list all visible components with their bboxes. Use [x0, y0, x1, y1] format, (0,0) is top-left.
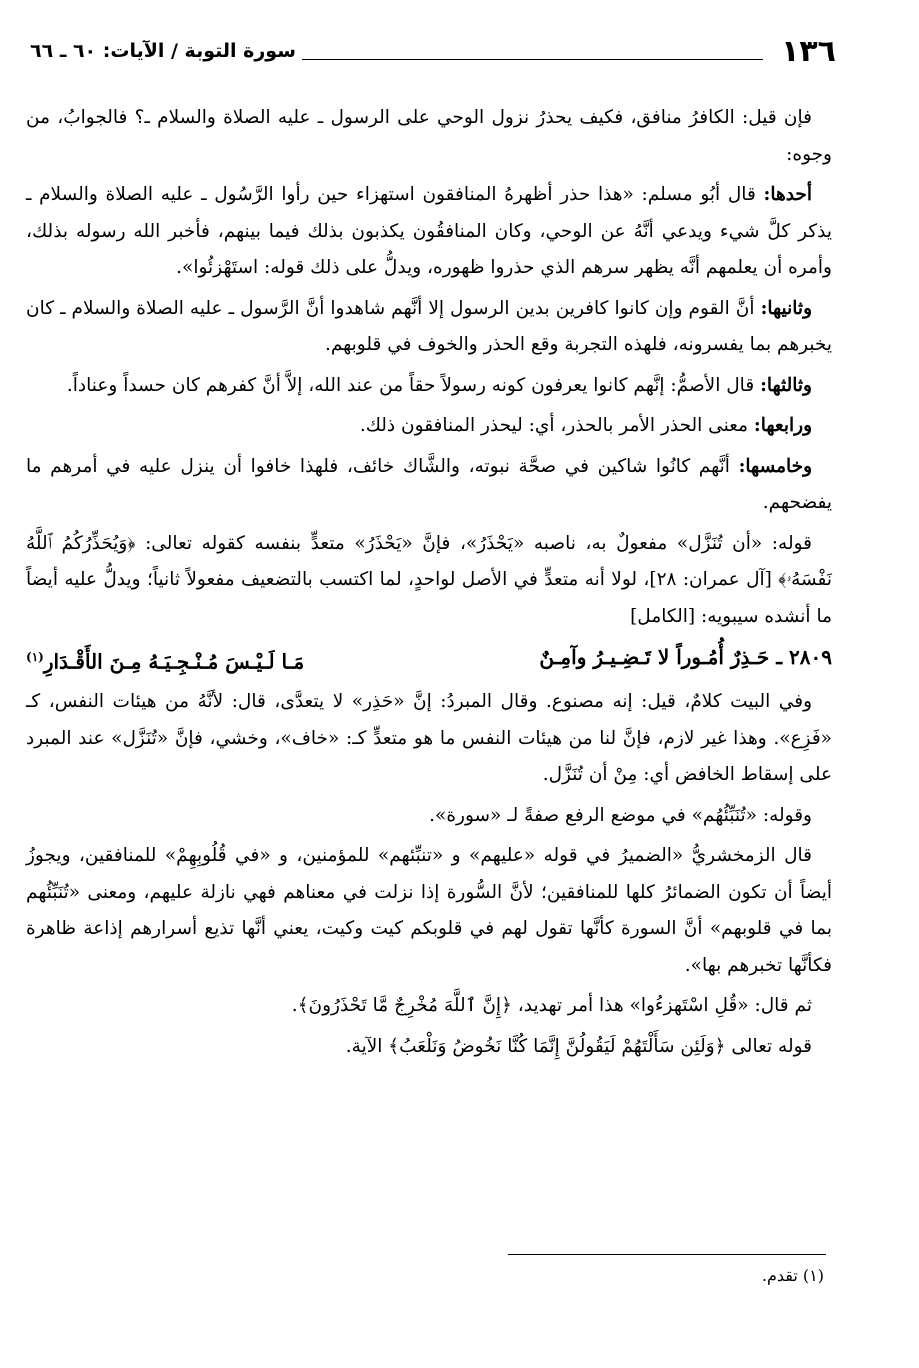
paragraph: وثالثها: قال الأصمُّ: إنَّهم كانوا يعرفون كونه رسولاً حقاً من عند الله، إلاَّ أنَّ كفرهم كان حسداً وعناداً. [66, 374, 812, 396]
paragraph: ورابعها: معنى الحذر الأمر بالحذر، أي: ليحذر المنافقون ذلك. [359, 415, 812, 436]
footnote-divider [508, 1254, 826, 1255]
paragraph: قوله: «أن تُنَزَّل» مفعولٌ به، ناصبه «يَحْذَرُ»، فإنَّ «يَحْذَرُ» متعدٍّ بنفسه كقوله تعالى: ﴿وَيُحَذِّرُكُمُ ٱللَّهُ نَفْسَهُۥ﴾ [آل عمران: ٢٨]، لولا أنه متعدٍّ في الأصل لواحدٍ، لما اكتسب بالتضعيف مفعولاً ثانياً؛ ويدلُّ عليه أيضاً ما أنشده سيبويه: [الكامل] [26, 532, 832, 627]
paragraph: أحدها: قال أبُو مسلم: «هذا حذر أظهرهُ المنافقون استهزاء حين رأوا الرَّسُول ـ عليه الصلاة والسلام ـ يذكر كلَّ شيء ويدعي أنَّهُ عن الوحي، وكان المنافقُون يكذبون بذلك فيما بينهم، فأخبر الله رسوله بذلك، وأمره أن يعلمهم أنَّه يظهر سرهم الذي حذروا ظهوره، ويدلُّ على ذلك قوله: استَهْزئُوا». [26, 184, 832, 278]
main-text [26, 100, 832, 1069]
header-rule [302, 59, 763, 60]
verse-first-hemistich: ٢٨٠٩ ـ حَـذِرٌ أُمُـوراً لا تَـضِـيـرُ وآمِـنٌ [539, 645, 832, 669]
running-title: سورة التوبة / الآيات: ٦٠ ـ ٦٦ [30, 40, 296, 62]
poetry-verse [26, 639, 832, 680]
footnote: (١) تقدم. [761, 1266, 824, 1285]
page-number: ١٣٦ [781, 33, 836, 69]
paragraph: ثم قال: «قُلِ اسْتَهزءُوا» هذا أمر تهديد، ﴿إِنَّ ٱللَّهَ مُخْرِجٌ مَّا تَحْذَرُونَ﴾. [291, 995, 812, 1017]
paragraph: قال الزمخشريُّ «الضميرُ في قوله «عليهم» و «تنبِّئهم» للمؤمنين، و «في قُلُوبِهِمْ» للمنافقين، ويجوزُ أيضاً أن تكون الضمائرُ كلها للمنافقين؛ لأنَّ السُّورة إذا نزلت في معناهم فهي نازلة عليهم، ومعنى «تُنَبِّئُهم بما في قلوبهم» أنَّ السورة كأنَّها تقول لهم في قلوبكم كيت وكيت، يعني أنَّها تذيع أسرارهم إذاعة ظاهرة فكأنَّها تخبرهم بها». [26, 845, 832, 976]
verse-second-hemistich: مَـا لَـيْـسَ مُـنْـجِـيَـهُ مِـنَ الأَقْـدَارِ$^{(١)}$ [26, 649, 305, 674]
paragraph: وفي البيت كلامٌ، قيل: إنه مصنوع. وقال المبردُ: إنَّ «حَذِر» لا يتعدَّى، قال: لأنَّهُ من هيئات النفس، كـ «فَزِع». وهذا غير لازم، فإنَّ لنا من هيئات النفس ما هو متعدٍّ كـ: «خاف»، وخشي، فإنَّ «تُنَزَّل» عند المبرد على إسقاط الخافض أي: مِنْ أن تُنَزَّل. [26, 691, 832, 786]
page-header [30, 34, 836, 68]
paragraph: وثانيها: أنَّ القوم وإن كانوا كافرين بدين الرسول إلا أنَّهم شاهدوا أنَّ الرَّسول ـ عليه الصلاة والسلام ـ كان يخبرهم بما يفسرونه، فلهذه التجربة وقع الحذر والخوف في قلوبهم. [26, 297, 832, 355]
paragraph: فإن قيل: الكافرُ منافق، فكيف يحذرُ نزول الوحي على الرسول ـ عليه الصلاة والسلام ـ؟ فالجوابُ، من وجوه: [26, 107, 832, 165]
paragraph: قوله تعالى ﴿وَلَئِن سَأَلْتَهُمْ لَيَقُولُنَّ إِنَّمَا كُنَّا نَخُوضُ وَنَلْعَبُ﴾ الآية. [345, 1035, 812, 1057]
footnote-marker: (١) [26, 650, 44, 664]
paragraph: وقوله: «تُنَبِّئُهُم» في موضع الرفع صفةً لـ «سورة». [429, 804, 812, 826]
paragraph: وخامسها: أنَّهم كانُوا شاكين في صحَّة نبوته، والشَّاك خائف، فلهذا خافوا أن ينزل عليه في أمرهم ما يفضحهم. [26, 455, 832, 513]
